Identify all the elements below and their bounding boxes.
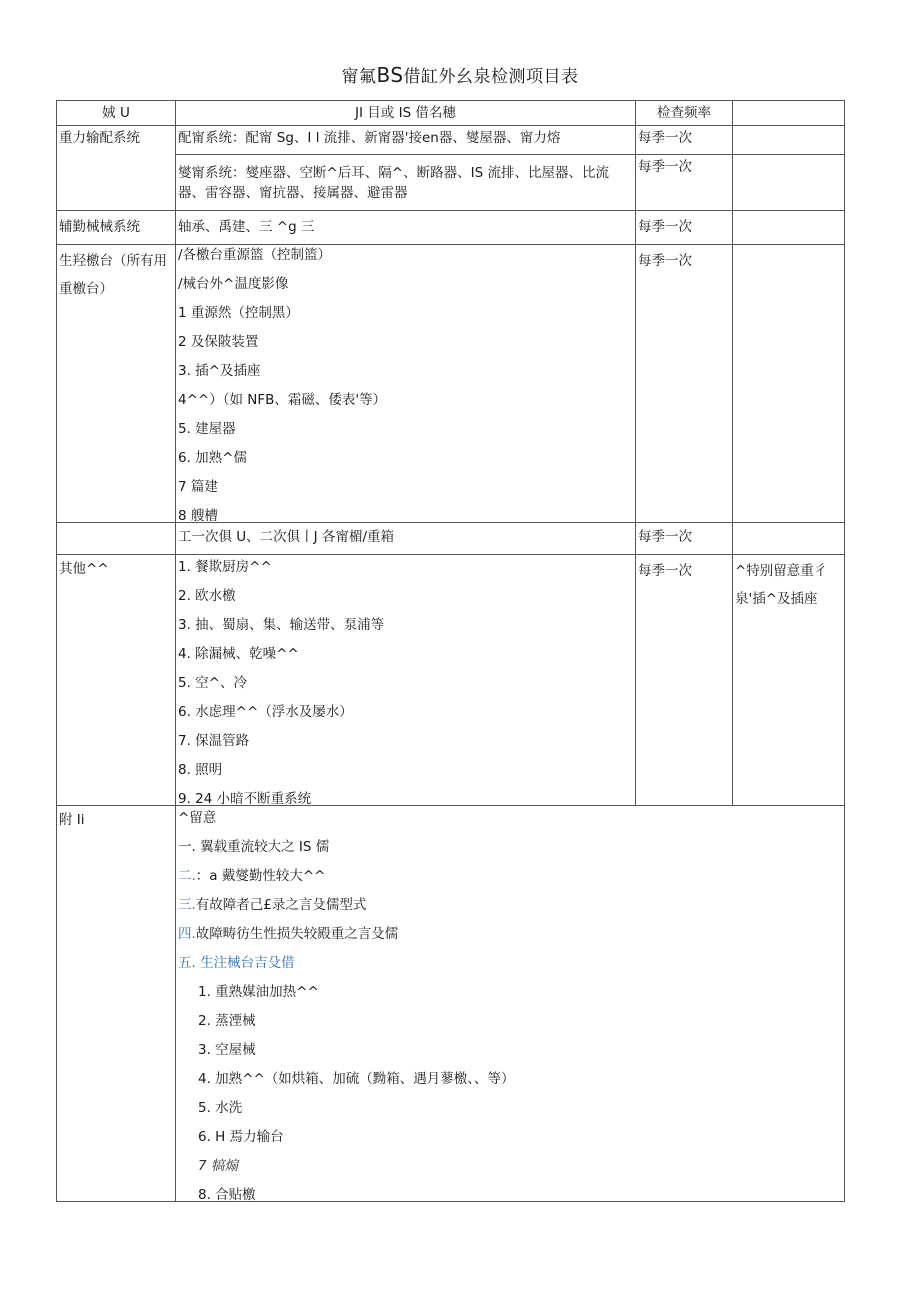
title-mid: BS [376,63,404,87]
row-items [176,155,636,211]
header-notes [733,101,845,126]
header-category: 娀 U [57,101,176,126]
list-item: /械台外^温度影像 [178,276,289,292]
table-row [57,555,845,806]
list-item: 6. 水虑理^^（浮水及屡水） [178,704,353,720]
row-category: 辅勤械械系统 [57,211,176,245]
row-items [176,555,636,806]
row-notes [733,555,845,806]
inspection-table [56,100,845,1202]
table-row [57,126,845,155]
page-title [0,62,920,87]
list-item: 5. 水洗 [198,1100,243,1116]
category-line: 生羟檄台（所有用 [59,253,167,269]
list-item: ^留意 [178,810,217,826]
row-frequency: 每季一次 [636,211,733,245]
list-item: 8 艘槽 [178,508,218,522]
list-item: 1. 餐欺厨房^^ [178,559,272,575]
list-item: 一. 翼载重流较大之 IS 儒 [178,839,330,855]
list-item: 7 篇建 [178,479,218,495]
list-number: 四. [178,926,196,942]
row-item-line: 器、雷容器、甯抗器、接属器、避雷器 [178,185,408,201]
list-text: 故障畴彷生性损失较殿重之言殳儒 [195,926,399,942]
table-header-row [57,101,845,126]
note-line: 泉'插^及插座 [735,591,818,607]
list-text: 有故障者己£录之言殳儒型式 [195,897,367,913]
list-item: /各檄台重源篮（控制篮） [178,247,332,263]
row-frequency: 每季一次 [636,126,733,155]
row-notes [733,126,845,155]
row-category: 重力输配系统 [57,126,176,211]
list-item [178,895,842,924]
list-item: 8. 合贴檄 [198,1187,256,1201]
row-notes-content [176,806,845,1202]
list-item: 2. 蒸湮械 [198,1013,256,1029]
list-item: 6. 加熟^儒 [178,450,247,466]
row-items: 轴承、禹建、三 ^g 三 [176,211,636,245]
header-frequency: 检查频率 [636,101,733,126]
table-row [57,211,845,245]
row-notes [733,155,845,211]
list-number: 三. [178,897,196,913]
row-category [57,245,176,523]
list-item: 4^^）（如 NFB、霜磁、倭表'等） [178,392,387,408]
list-item: 7. 保温管路 [178,733,250,749]
list-item: 4. 除漏械、乾噪^^ [178,646,299,662]
list-text: ：a 戴燮勤性较大^^ [195,868,326,884]
category-line: 重檄台） [59,281,113,297]
list-item: 五. 生注械台吉殳借 [178,955,295,971]
row-frequency: 每季一次 [636,245,733,523]
list-item: 1. 重熟媒油加热^^ [198,984,319,1000]
header-items: JI 目或 IS 借名穗 [176,101,636,126]
row-item-line: 燮甯系统：燮座器、空断^后耳、隔^、断路器、IS 流排、比屋器、比流 [178,165,609,181]
list-item: 5. 空^、冷 [178,675,247,691]
list-item: 1 重源然（控制黑） [178,305,299,321]
table-row [57,523,845,555]
row-frequency: 每季一次 [636,555,733,806]
list-item: 3. 空屋械 [198,1042,256,1058]
row-notes [733,245,845,523]
list-item: 3. 插^及插座 [178,363,261,379]
row-frequency: 每季一次 [636,523,733,555]
list-item: 9. 24 小暗不断重系统 [178,791,312,805]
row-notes [733,211,845,245]
row-category [57,523,176,555]
list-item: 6. H 焉力输台 [198,1129,284,1145]
row-items [176,245,636,523]
row-notes [733,523,845,555]
table-row [57,245,845,523]
list-item [178,924,842,953]
table-row [57,155,845,211]
title-suffix: 借缸外幺泉检测项目表 [403,67,579,87]
list-item: 2. 欧水檄 [178,588,236,604]
row-items: 配甯系统：配甯 Sg、I l 流排、新甯器'接en器、燮屋器、甯力熔 [176,126,636,155]
note-line: ^特别留意重彳 [735,563,828,579]
row-items: 工一次俱 U、二次俱丨J 各甯楣/重箱 [176,523,636,555]
list-item: 5. 建屋器 [178,421,236,437]
row-category: 其他^^ [57,555,176,806]
list-item [178,866,842,895]
row-category: 附 Ii [57,806,176,1202]
list-item: 2 及保陂装置 [178,334,259,350]
list-item: 4. 加熟^^（如烘箱、加硫（黝箱、遇月蓼檄、、等） [198,1071,515,1087]
table-row [57,806,845,1202]
row-frequency: 每季一次 [636,155,733,211]
list-number: 二. [178,868,196,884]
list-item: 8. 照明 [178,762,223,778]
title-prefix: 甯氟 [341,67,377,87]
list-item: 7 犒煽 [198,1158,238,1174]
list-item: 3. 抽、蜀扇、集、输送带、泵浦等 [178,617,385,633]
